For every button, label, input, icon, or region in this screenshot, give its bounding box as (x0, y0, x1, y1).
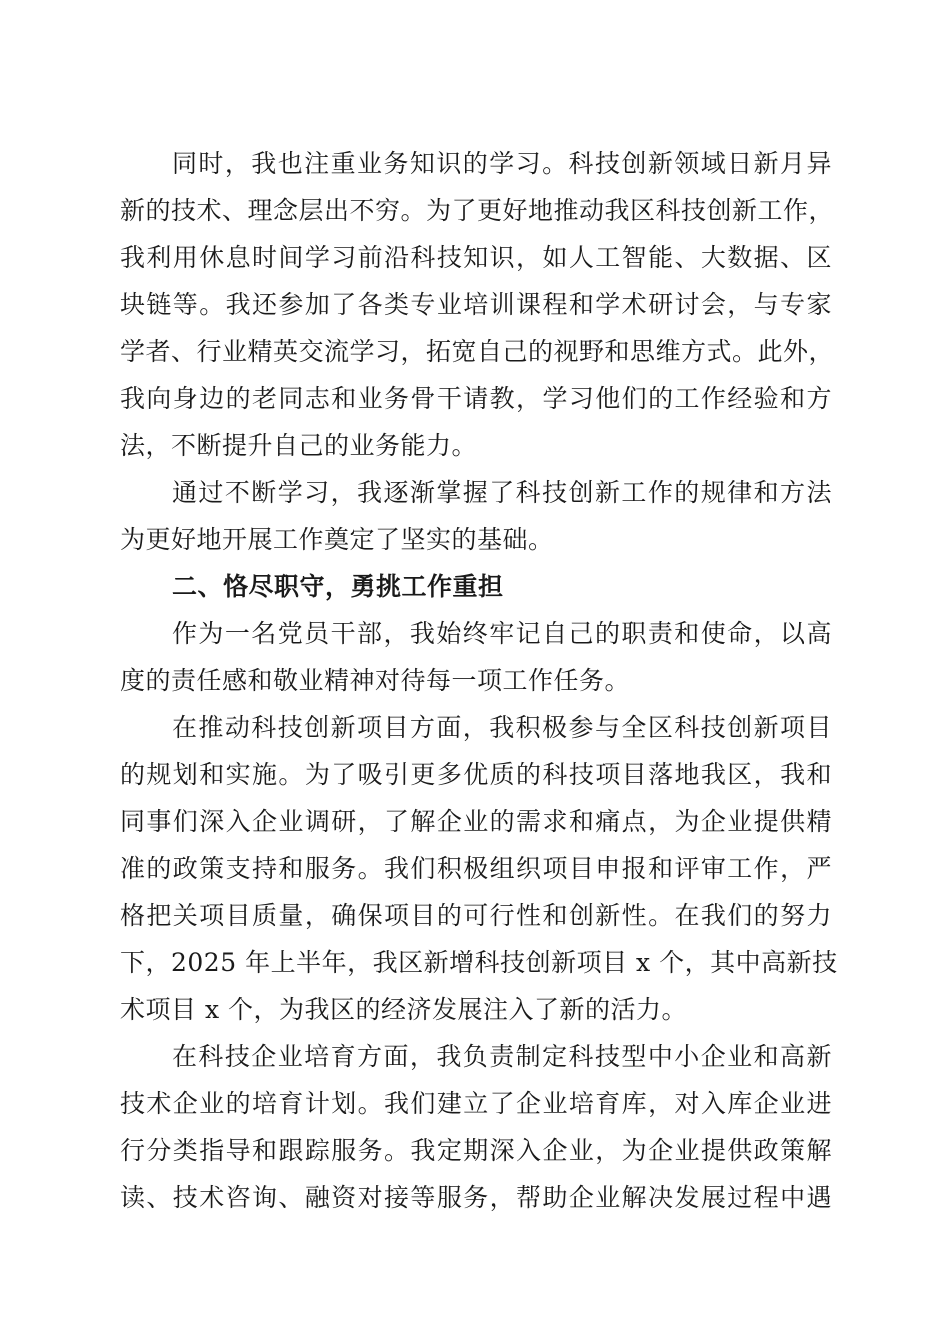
document-body (120, 140, 838, 1221)
paragraph-line: 块链等。我还参加了各类专业培训课程和学术研讨会，与专家 (120, 290, 832, 319)
paragraph-line: 格把关项目质量，确保项目的可行性和创新性。在我们的努力 (120, 901, 832, 930)
paragraph-line: 准的政策支持和服务。我们积极组织项目申报和评审工作，严 (120, 854, 832, 883)
paragraph-line: 技术企业的培育计划。我们建立了企业培育库，对入库企业进 (120, 1089, 832, 1118)
paragraph-line: 的规划和实施。为了吸引更多优质的科技项目落地我区，我和 (120, 760, 832, 789)
paragraph-line: 我利用休息时间学习前沿科技知识，如人工智能、大数据、区 (120, 243, 832, 272)
section-heading: 二、恪尽职守，勇挑工作重担 (172, 572, 504, 601)
paragraph-line: 我向身边的老同志和业务骨干请教，学习他们的工作经验和方 (120, 384, 832, 413)
paragraph-line: 读、技术咨询、融资对接等服务，帮助企业解决发展过程中遇 (120, 1183, 832, 1212)
paragraph-line: 同时，我也注重业务知识的学习。科技创新领域日新月异 (172, 149, 832, 178)
paragraph-line: 下，2025 年上半年，我区新增科技创新项目 x 个，其中高新技 (120, 948, 838, 977)
paragraph-line: 学者、行业精英交流学习，拓宽自己的视野和思维方式。此外， (120, 337, 835, 366)
paragraph-line: 术项目 x 个，为我区的经济发展注入了新的活力。 (120, 995, 687, 1024)
paragraph-line: 作为一名党员干部，我始终牢记自己的职责和使命，以高 (172, 619, 832, 648)
paragraph-line: 新的技术、理念层出不穷。为了更好地推动我区科技创新工作， (120, 196, 835, 225)
paragraph-line: 为更好地开展工作奠定了坚实的基础。 (120, 525, 554, 554)
paragraph-line: 在科技企业培育方面，我负责制定科技型中小企业和高新 (172, 1042, 832, 1071)
paragraph-line: 通过不断学习，我逐渐掌握了科技创新工作的规律和方法 (172, 478, 832, 507)
paragraph-line: 法，不断提升自己的业务能力。 (120, 431, 478, 460)
paragraph-line: 行分类指导和跟踪服务。我定期深入企业，为企业提供政策解 (120, 1136, 832, 1165)
paragraph-line: 度的责任感和敬业精神对待每一项工作任务。 (120, 666, 631, 695)
paragraph-line: 在推动科技创新项目方面，我积极参与全区科技创新项目 (172, 713, 832, 742)
paragraph-line: 同事们深入企业调研，了解企业的需求和痛点，为企业提供精 (120, 807, 832, 836)
